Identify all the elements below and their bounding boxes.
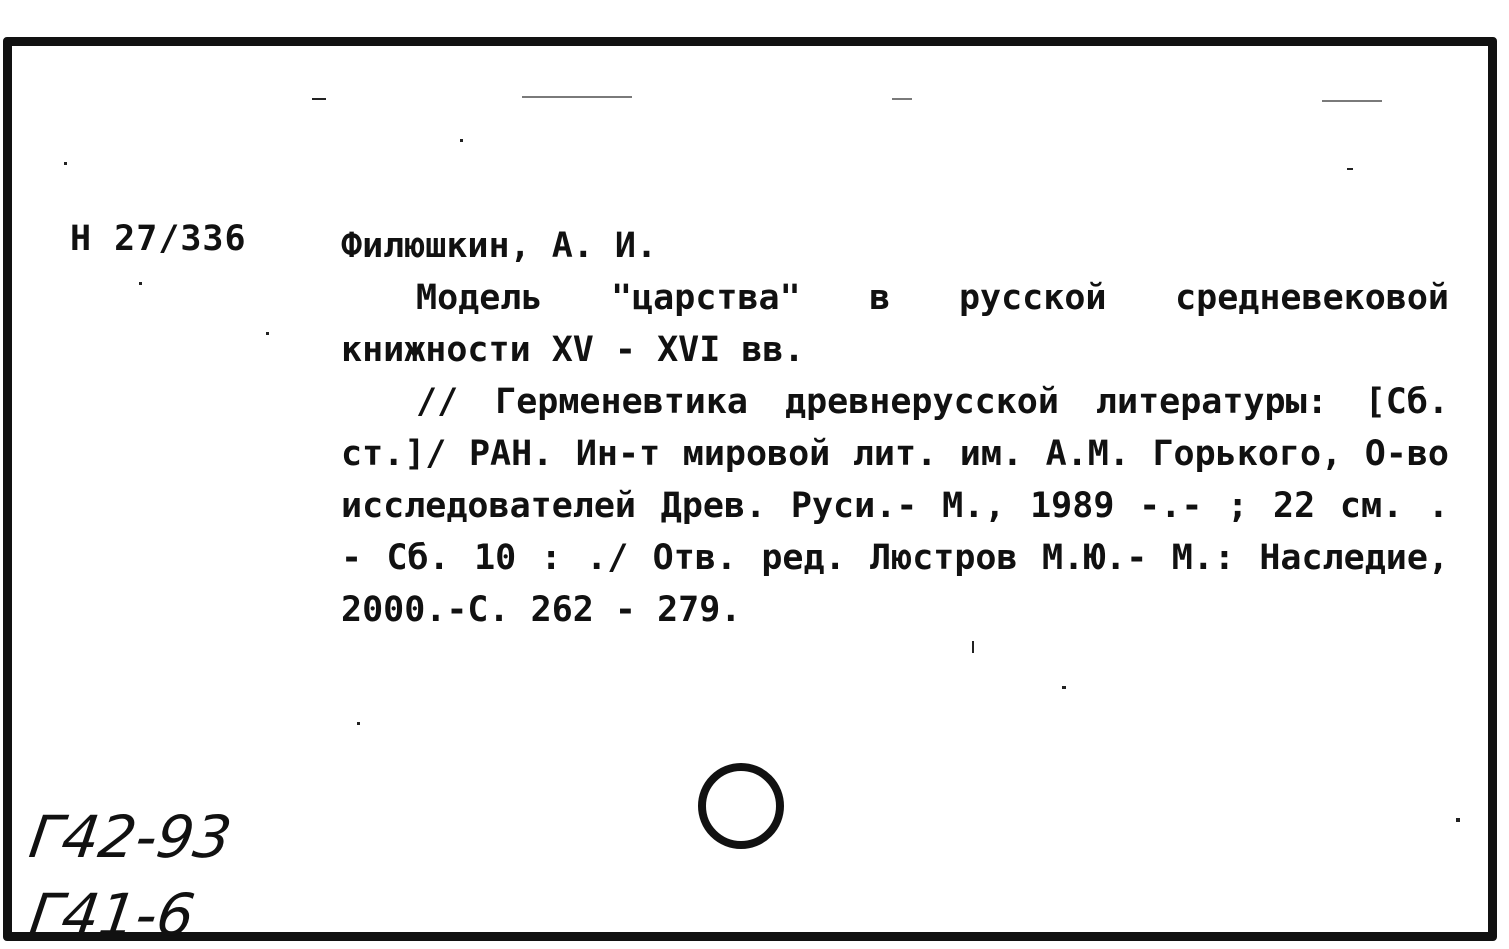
scan-speck — [64, 162, 67, 165]
title-paragraph: Модель "царства" в русской средневековой книжности XV - XVI вв. — [341, 278, 1449, 370]
scan-speck — [312, 98, 326, 100]
scan-speck — [357, 722, 360, 725]
catalog-card — [3, 37, 1497, 949]
scan-speck — [972, 641, 974, 653]
scan-speck — [266, 332, 269, 335]
handwritten-note-1: Г42-93 — [25, 803, 236, 871]
scan-speck — [1322, 100, 1382, 102]
scan-speck — [1456, 818, 1460, 822]
scan-speck — [892, 98, 912, 100]
scan-speck — [522, 96, 632, 98]
scan-speck — [1062, 686, 1066, 689]
bibliographic-entry — [341, 220, 1449, 636]
card-punch-hole — [698, 763, 784, 849]
scan-speck — [139, 282, 142, 285]
author-heading: Филюшкин, А. И. — [341, 226, 658, 266]
handwritten-note-2: Г41-6 — [25, 881, 199, 949]
shelf-mark: Н 27/336 — [70, 219, 247, 259]
scan-speck — [460, 139, 463, 142]
source-paragraph: // Герменевтика древнерусской литературы: [Сб. ст.]/ РАН. Ин-т мировой лит. им. А.М. Горького, О-во исследователей Древ. Руси.- М., 1989 -.- ; 22 см. . - Сб. 10 : ./ Отв. ред. Люстров М.Ю.- М.: Наследие, 2000.-С. 262 - 279. — [341, 382, 1449, 630]
scan-speck — [1347, 168, 1353, 170]
